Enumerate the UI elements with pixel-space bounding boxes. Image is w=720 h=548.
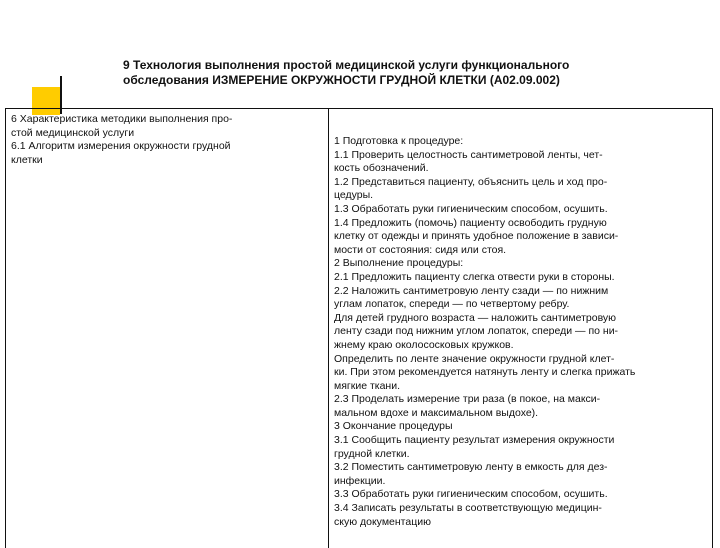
text-line: 2 Выполнение процедуры:	[334, 257, 464, 270]
text-line: жнему краю околососковых кружков.	[334, 338, 514, 351]
text-line: мости от состояния: сидя или стоя.	[334, 243, 507, 256]
text-line: инфекции.	[334, 474, 386, 487]
text-line: ки. При этом рекомендуется натянуть ленту и слегка прижать	[334, 366, 636, 379]
algorithm-steps-cell	[329, 109, 712, 548]
algorithm-steps-text	[334, 135, 710, 529]
text-line: 1.3 Обработать руки гигиеническим способом, осушить.	[334, 202, 608, 215]
text-line: мальном вдохе и максимальном выдохе).	[334, 406, 539, 419]
text-line: 1.2 Представиться пациенту, объяснить цель и ход про-	[334, 175, 608, 188]
text-line: стой медицинской услуги	[11, 126, 135, 139]
text-line: клетку от одежды и принять удобное положение в зависи-	[334, 230, 619, 243]
text-line: 3.3 Обработать руки гигиеническим способом, осушить.	[334, 488, 608, 501]
text-line: 1.4 Предложить (помочь) пациенту освободить грудную	[334, 216, 607, 229]
text-line: скую документацию	[334, 515, 431, 528]
title-line-2: обследования ИЗМЕРЕНИЕ ОКРУЖНОСТИ ГРУДНОЙ КЛЕТКИ (А02.09.002)	[123, 73, 560, 87]
page-title	[123, 58, 703, 88]
text-line: 3.2 Поместить сантиметровую ленту в емкость для дез-	[334, 461, 608, 474]
text-line: кость обозначений.	[334, 162, 429, 175]
text-line: 6.1 Алгоритм измерения окружности грудной	[11, 140, 231, 153]
text-line: 2.2 Наложить сантиметровую ленту сзади — по нижним	[334, 284, 609, 297]
text-line: 1.1 Проверить целостность сантиметровой ленты, чет-	[334, 148, 603, 161]
text-line: грудной клетки.	[334, 447, 410, 460]
procedure-table	[5, 108, 713, 548]
text-line: 3.1 Сообщить пациенту результат измерения окружности	[334, 434, 615, 447]
text-line: 2.1 Предложить пациенту слегка отвести руки в стороны.	[334, 270, 615, 283]
text-line: ленту сзади под нижним углом лопаток, спереди — по ни-	[334, 325, 619, 338]
text-line: клетки	[11, 153, 43, 166]
text-line: 1 Подготовка к процедуре:	[334, 135, 464, 147]
text-line: 6 Характеристика методики выполнения про-	[11, 113, 233, 125]
title-line-1: 9 Технология выполнения простой медицинской услуги функционального	[123, 58, 570, 72]
text-line: Определить по ленте значение окружности грудной клет-	[334, 352, 615, 365]
text-line: 2.3 Проделать измерение три раза (в покое, на макси-	[334, 393, 601, 406]
text-line: цедуры.	[334, 189, 374, 202]
text-line: углам лопаток, спереди — по четвертому ребру.	[334, 298, 570, 311]
text-line: Для детей грудного возраста — наложить сантиметровую	[334, 311, 617, 324]
text-line: мягкие ткани.	[334, 379, 401, 392]
text-line: 3 Окончание процедуры	[334, 420, 453, 433]
method-characteristics-text	[11, 113, 325, 167]
method-characteristics-cell	[6, 109, 329, 548]
text-line: 3.4 Записать результаты в соответствующую медицин-	[334, 502, 602, 515]
